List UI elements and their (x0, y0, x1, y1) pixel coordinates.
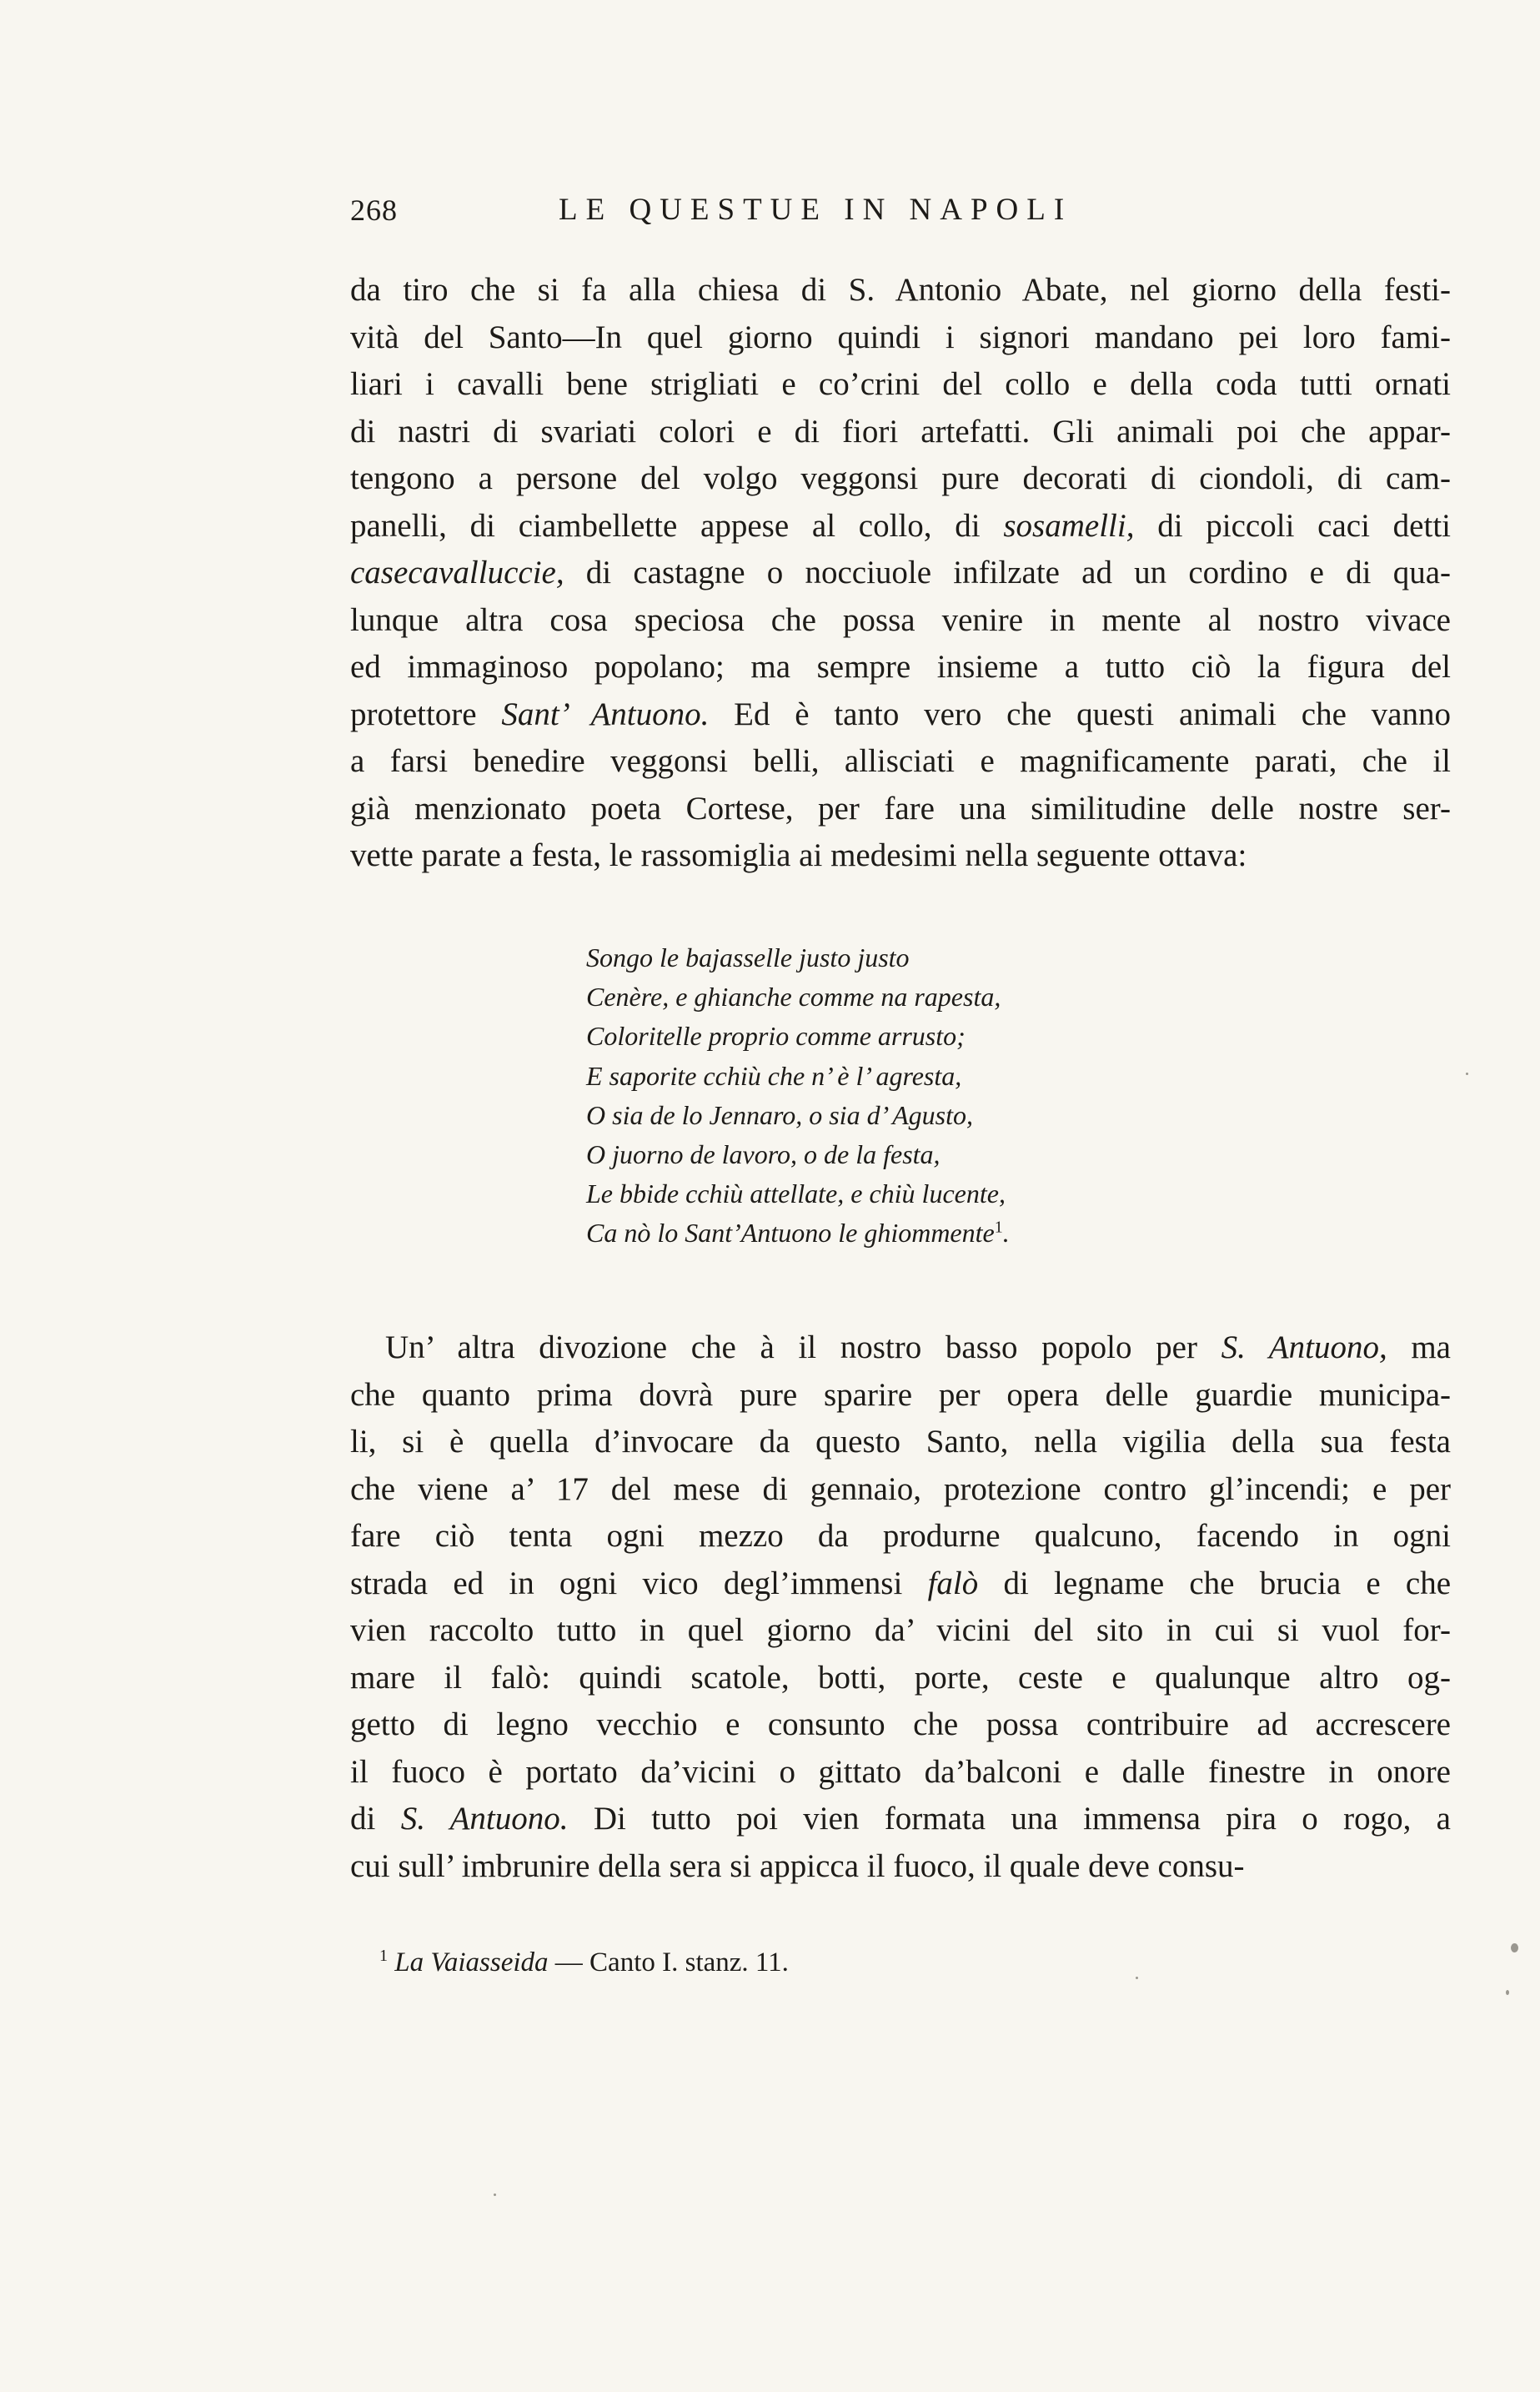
paper-speck (1511, 1943, 1518, 1952)
text-line: già menzionato poeta Cortese, per fare una similitudine delle nostre ser- (350, 790, 1451, 827)
poem-verse: Cenère, e ghianche comme na rapesta, (586, 982, 1001, 1013)
poem-verse: Le bbide cchiù attellate, e chiù lucente, (586, 1178, 1006, 1209)
paper-speck (494, 2194, 496, 2196)
text-run: Ed è tanto vero che questi animali che vanno (734, 696, 1451, 732)
text-run: strada ed in ogni vico degl’immensi (350, 1565, 903, 1601)
text-line (350, 1560, 1451, 1608)
verse-end: . (1002, 1218, 1010, 1249)
poem-ottava (586, 938, 1253, 1254)
paragraph-2 (350, 1324, 1451, 1890)
text-line: a farsi benedire veggonsi belli, allisciati e magnificamente parati, che il (350, 743, 1451, 779)
text-line (350, 691, 1451, 739)
italic-term: S. Antuono. (400, 1801, 569, 1837)
verse-text: Ca nò lo Sant’Antuono le ghiommente (586, 1218, 995, 1249)
text-run: di castagne o nocciuole infilzate ad un cordino e di qua- (585, 555, 1451, 590)
text-run: Un’ altra divozione che à il nostro basso popolo per (385, 1329, 1197, 1365)
text-line: getto di legno vecchio e consunto che possa contribuire ad accrescere (350, 1706, 1451, 1742)
text-line: vità del Santo—In quel giorno quindi i signori mandano pei loro fami- (350, 319, 1451, 355)
text-run: di (350, 1801, 376, 1837)
text-line: vette parate a festa, le rassomiglia ai medesimi nella seguente ottava: (350, 837, 1247, 873)
page-number: 268 (350, 193, 398, 227)
text-line: lunque altra cosa speciosa che possa venire in mente al nostro vivace (350, 601, 1451, 638)
italic-term: S. Antuono, (1221, 1329, 1387, 1365)
running-header (350, 185, 1459, 235)
paper-speck (1136, 1977, 1138, 1979)
text-run: Di tutto poi vien formata una immensa pira o rogo, a (593, 1801, 1451, 1837)
footnote-marker: 1 (994, 1218, 1003, 1237)
italic-term: Sant’ Antuono. (501, 696, 710, 732)
text-line (350, 1324, 1451, 1372)
text-line: li, si è quella d’invocare da questo Santo, nella vigilia della sua festa (350, 1424, 1451, 1460)
text-line: vien raccolto tutto in quel giorno da’ vicini del sito in cui si vuol for- (350, 1612, 1451, 1648)
running-title: LE QUESTUE IN NAPOLI (559, 193, 1073, 227)
text-line: cui sull’ imbrunire della sera si appicca il fuoco, il quale deve consu- (350, 1847, 1245, 1884)
text-run: panelli, di ciambellette appese al collo, di (350, 507, 981, 544)
text-line (350, 1796, 1451, 1843)
text-run: di legname che brucia e che (1003, 1565, 1451, 1601)
text-line: il fuoco è portato da’vicini o gittato da’balconi e dalle finestre in onore (350, 1753, 1451, 1790)
footnote-title: La Vaiasseida (394, 1947, 549, 1977)
italic-term: sosamelli, (1003, 507, 1135, 544)
poem-verse: Songo le bajasselle justo justo (586, 942, 910, 972)
text-run: di piccoli caci detti (1157, 507, 1451, 544)
text-run: ma (1411, 1329, 1451, 1365)
text-line: tengono a persone del volgo veggonsi pure decorati di ciondoli, di cam- (350, 460, 1451, 496)
text-line: liari i cavalli bene strigliati e co’crini del collo e della coda tutti ornati (350, 366, 1451, 402)
poem-verse: Coloritelle proprio comme arrusto; (586, 1021, 966, 1052)
footnote (379, 1942, 1297, 1983)
text-run: protettore (350, 696, 477, 732)
text-line: mare il falò: quindi scatole, botti, porte, ceste e qualunque altro og- (350, 1659, 1451, 1696)
poem-verse: O juorno de lavoro, o de la festa, (586, 1139, 941, 1170)
italic-term: casecavalluccie, (350, 555, 564, 590)
text-line: da tiro che si fa alla chiesa di S. Antonio Abate, nel giorno della festi- (350, 272, 1451, 308)
text-line: fare ciò tenta ogni mezzo da produrne qualcuno, facendo in ogni (350, 1518, 1451, 1554)
poem-verse: O sia de lo Jennaro, o sia d’ Agusto, (586, 1099, 973, 1130)
footnote-marker: 1 (379, 1947, 388, 1965)
text-line (350, 550, 1451, 597)
paragraph-1 (350, 267, 1451, 880)
footnote-text: — Canto I. stanz. 11. (554, 1947, 789, 1977)
poem-verse (586, 1214, 1253, 1253)
paper-speck (1466, 1073, 1468, 1075)
text-line: che viene a’ 17 del mese di gennaio, protezione contro gl’incendi; e per (350, 1470, 1451, 1507)
paper-speck (1506, 1990, 1509, 1995)
text-line: ed immaginoso popolano; ma sempre insieme a tutto ciò la figura del (350, 649, 1451, 685)
poem-verse: E saporite cchiù che n’ è l’ agresta, (586, 1060, 962, 1091)
text-line: di nastri di svariati colori e di fiori artefatti. Gli animali poi che appar- (350, 413, 1451, 450)
italic-term: falò (927, 1565, 979, 1601)
text-line: che quanto prima dovrà pure sparire per opera delle guardie municipa- (350, 1376, 1451, 1413)
text-line (350, 503, 1451, 550)
